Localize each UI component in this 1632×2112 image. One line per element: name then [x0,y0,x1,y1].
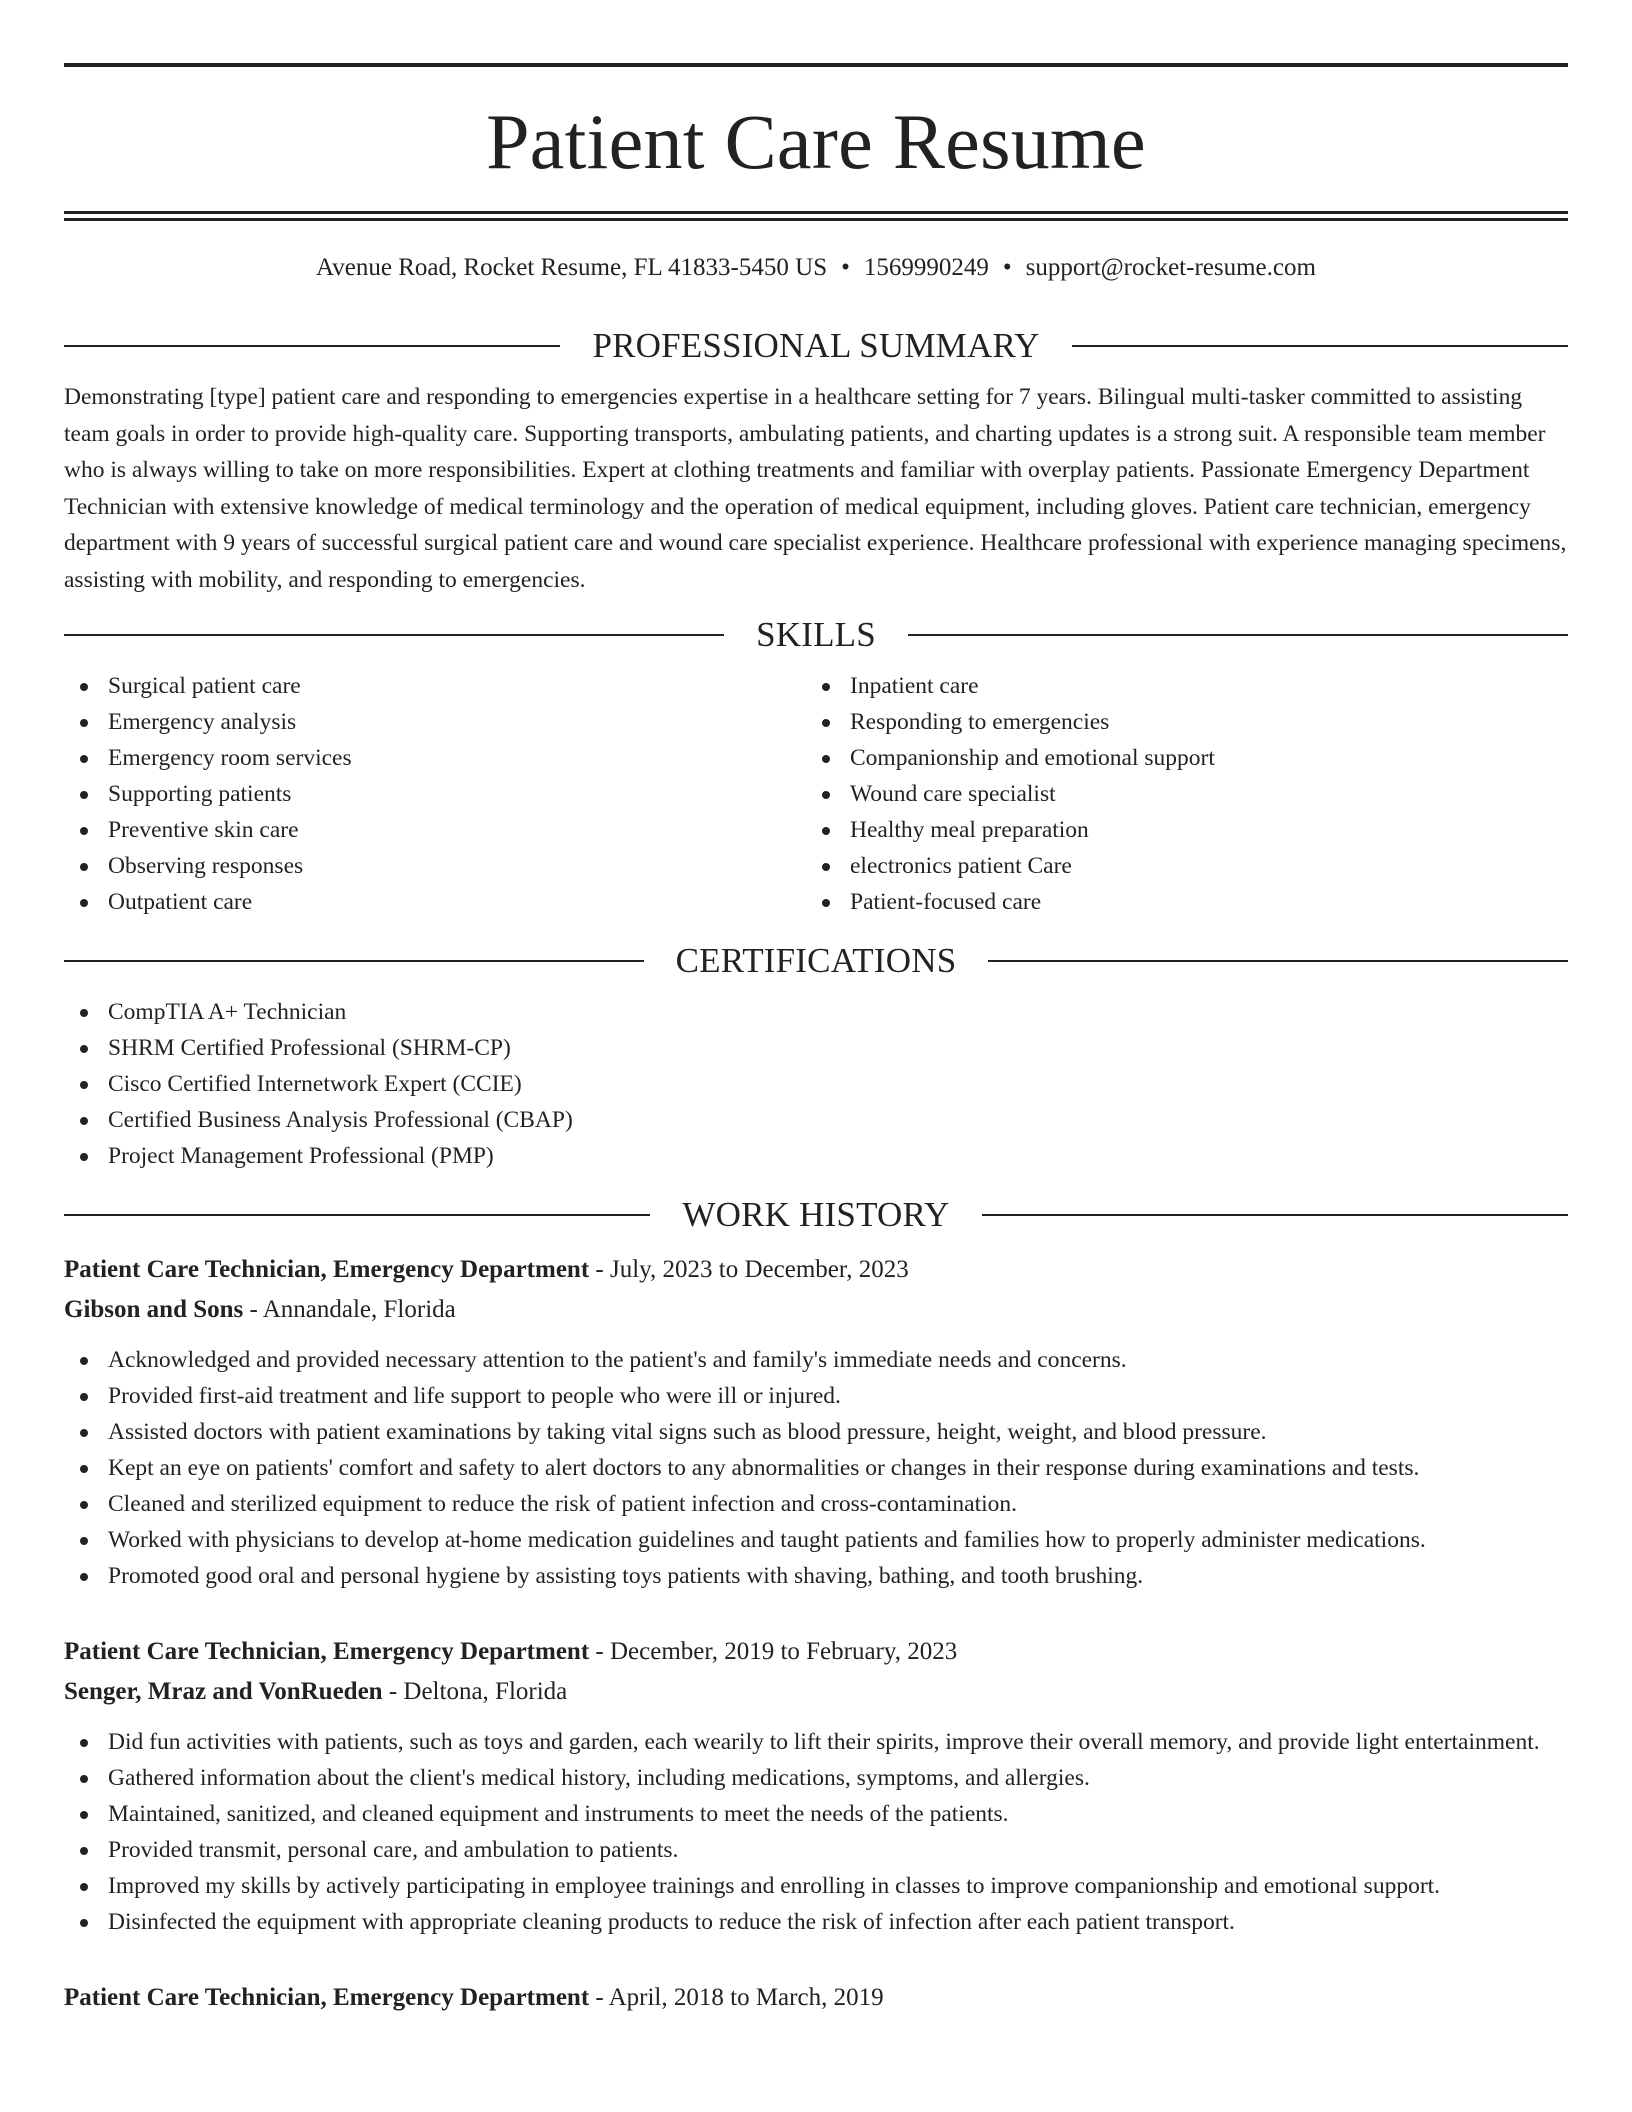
skill-item: Preventive skin care [64,812,806,848]
job-title-line [64,1978,1568,2018]
job-entry [64,1978,1568,2018]
job-title-line [64,1250,1568,1290]
contact-address: Avenue Road, Rocket Resume, FL 41833-5450 US [316,254,828,281]
job-location: - Deltona, Florida [382,1678,568,1705]
duty-item: Worked with physicians to develop at-home medication guidelines and taught patients and families how to properly administer medications. [64,1522,1568,1558]
contact-separator: • [841,254,850,281]
certification-item: Certified Business Analysis Professional (CBAP) [64,1102,1568,1138]
skill-item: Inpatient care [806,668,1548,704]
skill-item: Wound care specialist [806,776,1548,812]
job-dates: - December, 2019 to February, 2023 [589,1638,958,1665]
duty-item: Acknowledged and provided necessary attention to the patient's and family's immediate needs and concerns. [64,1342,1568,1378]
certification-item: Project Management Professional (PMP) [64,1138,1568,1174]
skill-item: electronics patient Care [806,848,1548,884]
section-heading-work-history [64,1194,1568,1236]
duty-item: Provided first-aid treatment and life support to people who were ill or injured. [64,1378,1568,1414]
summary-paragraph: Demonstrating [type] patient care and responding to emergencies expertise in a healthcare setting for 7 years. Bilingual multi-tasker committed to assisting team goals in order to provide high-quality care. Supporting transports, ambulating patients, and charting updates is a strong suit. A responsible team member who is always willing to take on more responsibilities. Expert at clothing treatments and familiar with overplay patients. Passionate Emergency Department Technician with extensive knowledge of medical terminology and the operation of medical equipment, including gloves. Patient care technician, emergency department with 9 years of successful surgical patient care and wound care specialist experience. Healthcare professional with experience managing specimens, assisting with mobility, and responding to emergencies. [64,384,1567,593]
job-company-line [64,1290,1568,1330]
section-title: SKILLS [756,615,876,654]
certification-item: CompTIA A+ Technician [64,994,1568,1030]
skill-item: Observing responses [64,848,806,884]
title-double-rule [64,211,1568,221]
duty-item: Disinfected the equipment with appropriate cleaning products to reduce the risk of infection after each patient transport. [64,1904,1568,1940]
section-title: CERTIFICATIONS [675,941,957,980]
skill-item: Healthy meal preparation [806,812,1548,848]
job-title: Patient Care Technician, Emergency Department [64,1984,590,2011]
contact-email: support@rocket-resume.com [1025,254,1316,281]
section-title: PROFESSIONAL SUMMARY [592,326,1040,365]
job-title: Patient Care Technician, Emergency Department [64,1256,590,1283]
duty-item: Cleaned and sterilized equipment to reduce the risk of patient infection and cross-contamination. [64,1486,1568,1522]
duty-item: Provided transmit, personal care, and ambulation to patients. [64,1832,1568,1868]
job-dates: - April, 2018 to March, 2019 [589,1984,884,2011]
duty-item: Promoted good oral and personal hygiene by assisting toys patients with shaving, bathing, and tooth brushing. [64,1558,1568,1594]
skill-item: Responding to emergencies [806,704,1548,740]
skills-columns [64,668,1568,920]
resume-page [64,0,1568,2018]
contact-separator: • [1002,254,1012,281]
duty-item: Kept an eye on patients' comfort and safety to alert doctors to any abnormalities or changes in their response during examinations and tests. [64,1450,1568,1486]
title-block [64,63,1568,221]
section-title: WORK HISTORY [682,1195,950,1234]
duty-item: Assisted doctors with patient examinations by taking vital signs such as blood pressure, height, weight, and blood pressure. [64,1414,1568,1450]
job-title: Patient Care Technician, Emergency Department [64,1638,590,1665]
skill-item: Emergency room services [64,740,806,776]
job-company-line [64,1672,1568,1712]
skill-item: Surgical patient care [64,668,806,704]
job-entry [64,1632,1568,1940]
section-heading-summary [64,325,1568,367]
contact-line [64,253,1568,283]
duty-item: Improved my skills by actively participating in employee trainings and enrolling in classes to improve companionship and emotional support. [64,1868,1568,1904]
duty-item: Gathered information about the client's medical history, including medications, symptoms, and allergies. [64,1760,1568,1796]
job-dates: - July, 2023 to December, 2023 [589,1256,909,1283]
contact-phone: 1569990249 [863,254,989,281]
skill-item: Supporting patients [64,776,806,812]
skill-item: Outpatient care [64,884,806,920]
job-company: Senger, Mraz and VonRueden [64,1678,383,1705]
duty-item: Maintained, sanitized, and cleaned equipment and instruments to meet the needs of the patients. [64,1796,1568,1832]
skills-list-left [64,668,806,920]
job-entry [64,1250,1568,1594]
skill-item: Companionship and emotional support [806,740,1548,776]
job-duties-list [64,1724,1568,1940]
page-title: Patient Care Resume [486,98,1146,185]
duty-item: Did fun activities with patients, such as toys and garden, each wearily to lift their spirits, improve their overall memory, and provide light entertainment. [64,1724,1568,1760]
job-company: Gibson and Sons [64,1296,244,1323]
job-title-line [64,1632,1568,1672]
skill-item: Patient-focused care [806,884,1548,920]
section-heading-skills [64,614,1568,656]
job-location: - Annandale, Florida [243,1296,456,1323]
certification-item: Cisco Certified Internetwork Expert (CCIE) [64,1066,1568,1102]
certification-item: SHRM Certified Professional (SHRM-CP) [64,1030,1568,1066]
job-duties-list [64,1342,1568,1594]
skills-list-right [806,668,1548,920]
section-heading-certifications [64,940,1568,982]
skill-item: Emergency analysis [64,704,806,740]
certifications-list [64,994,1568,1174]
